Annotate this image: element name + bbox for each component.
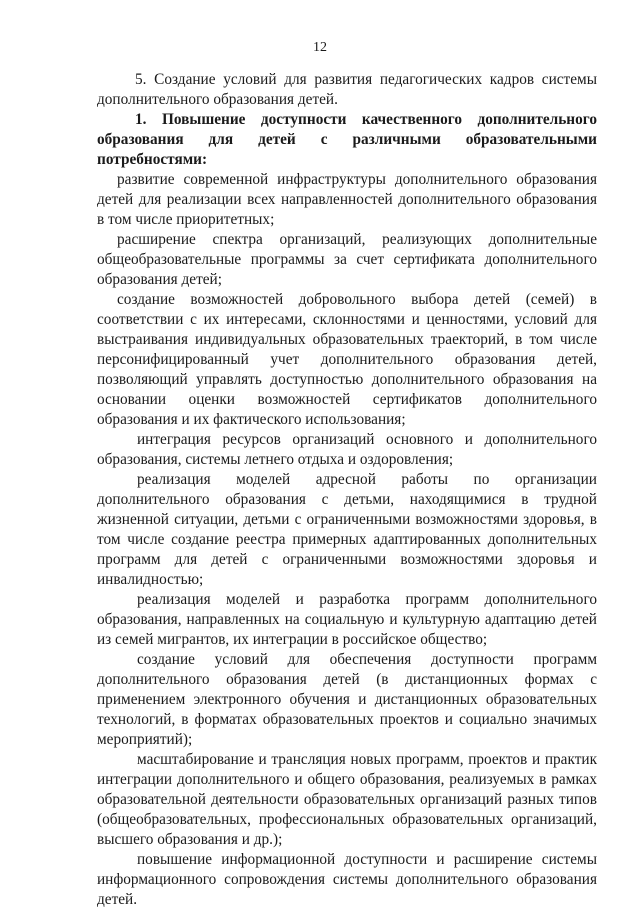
paragraph-migrant-adaptation: реализация моделей и разработка программ дополнительного образования, направленных на социальную и культурную адаптацию детей из семей мигрантов, их интеграции в российское общество; (97, 591, 597, 648)
paragraph-voluntary-choice: создание возможностей добровольного выбора детей (семей) в соответствии с их интересами, склонностями и ценностями, условий для выстраивания индивидуальных образовательных траекторий, в том числе персонифицированный учет дополнительного образования детей, позволяющий управлять доступностью дополнительного образования на основании оценки возможностей сертификатов дополнительного образования и их фактического использования; (97, 291, 597, 428)
paragraph-organizations-spectrum: расширение спектра организаций, реализующих дополнительные общеобразовательные программы за счет сертификата дополнительного образования детей; (97, 231, 597, 288)
paragraph-scaling-practices: масштабирование и трансляция новых программ, проектов и практик интеграции дополнительного и общего образования, реализуемых в рамках образовательной деятельности образовательных организаций разных типов (общеобразовательных, профессиональных образовательных организаций, высшего образования и др.); (97, 751, 597, 848)
paragraph-information-support: повышение информационной доступности и расширение системы информационного сопровождения системы дополнительного образования детей. (97, 851, 597, 908)
paragraph-resource-integration: интеграция ресурсов организаций основного и дополнительного образования, системы летнего отдыха и оздоровления; (97, 431, 597, 468)
document-body (97, 70, 597, 910)
paragraph-targeted-work: реализация моделей адресной работы по организации дополнительного образования с детьми, находящимися в трудной жизненной ситуации, детьми с ограниченными возможностями здоровья, в том числе создание реестра примерных адаптированных дополнительных программ для детей с ограниченными возможностями здоровья и инвалидностью; (97, 471, 597, 588)
paragraph-infrastructure: развитие современной инфраструктуры дополнительного образования детей для реализации всех направленностей дополнительного образования в том числе приоритетных; (97, 171, 597, 228)
paragraph-section-heading: 1. Повышение доступности качественного дополнительного образования для детей с различными образовательными потребностями: (97, 111, 597, 168)
page-number: 12 (313, 40, 327, 55)
paragraph-teacher-development: 5. Создание условий для развития педагогических кадров системы дополнительного образования детей. (97, 71, 597, 108)
paragraph-accessibility-conditions: создание условий для обеспечения доступности программ дополнительного образования детей (в дистанционных формах с применением электронного обучения и дистанционных образовательных технологий, в форматах образовательных проектов и социально значимых мероприятий); (97, 651, 597, 748)
